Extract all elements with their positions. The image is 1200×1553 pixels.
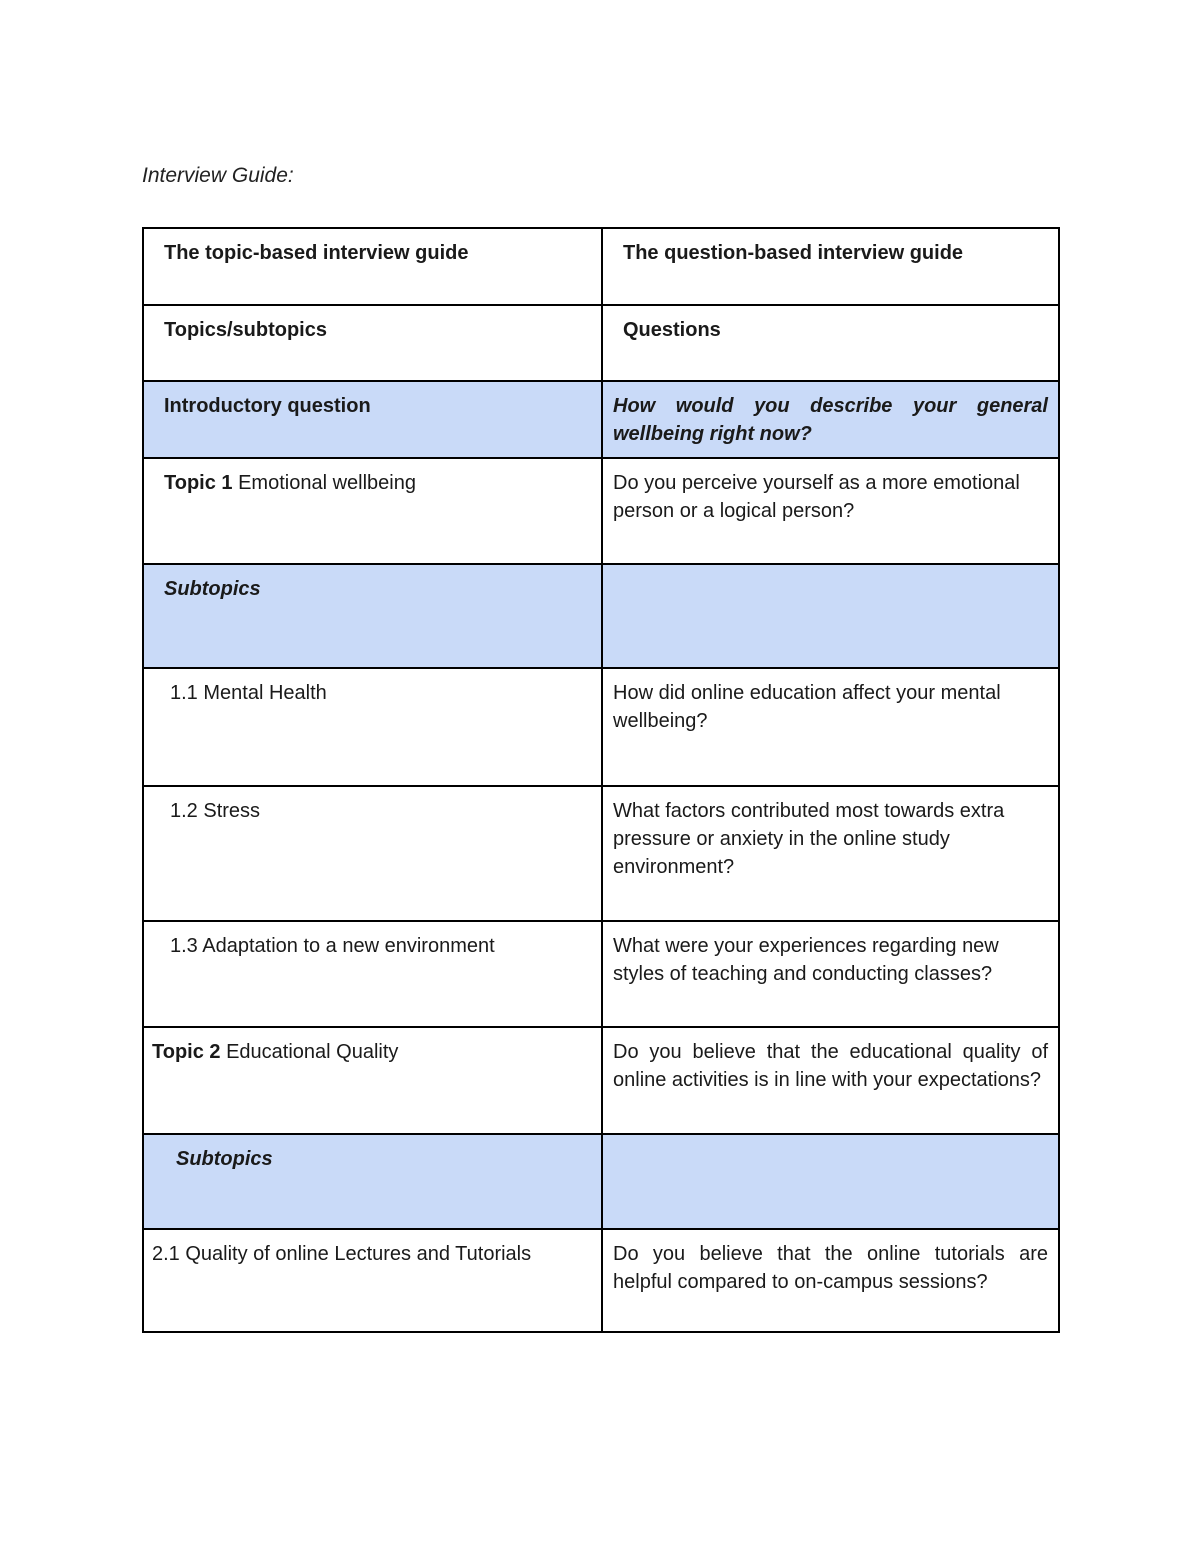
topic1-question: Do you perceive yourself as a more emotional person or a logical person? bbox=[613, 472, 1020, 522]
subtopic-1-1-label-cell bbox=[143, 668, 602, 786]
introductory-question: How would you describe your general wellbeing right now? bbox=[613, 395, 1048, 445]
topic1-subtopics-empty-cell bbox=[602, 564, 1059, 668]
introductory-label-cell bbox=[143, 381, 602, 458]
table-row bbox=[143, 921, 1059, 1027]
table-header-row bbox=[143, 228, 1059, 305]
topic1-subtopics-label-cell bbox=[143, 564, 602, 668]
subtopic-1-1-label: 1.1 Mental Health bbox=[170, 682, 327, 704]
topic1-subtopics-row bbox=[143, 564, 1059, 668]
subtopic-2-1-label-cell bbox=[143, 1229, 602, 1332]
topic2-subtopics-label-cell bbox=[143, 1134, 602, 1229]
topic1-label-cell bbox=[143, 458, 602, 564]
subtopic-2-1-question-cell bbox=[602, 1229, 1059, 1332]
subtopic-2-1-question: Do you believe that the online tutorials are helpful compared to on-campus sessions? bbox=[613, 1243, 1048, 1293]
topic2-label-bold: Topic 2 bbox=[152, 1041, 221, 1063]
interview-guide-table bbox=[142, 227, 1060, 1333]
subheader-cell-questions bbox=[602, 305, 1059, 381]
topic2-label-rest: Educational Quality bbox=[220, 1041, 399, 1063]
topic2-question-cell bbox=[602, 1027, 1059, 1134]
introductory-label: Introductory question bbox=[164, 395, 371, 417]
topic2-subtopics-empty-cell bbox=[602, 1134, 1059, 1229]
subtopic-1-3-label: 1.3 Adaptation to a new environment bbox=[170, 935, 495, 957]
subtopic-1-1-question-cell bbox=[602, 668, 1059, 786]
table-row bbox=[143, 1229, 1059, 1332]
topic2-subtopics-label: Subtopics bbox=[176, 1148, 273, 1170]
header-cell-topic-guide bbox=[143, 228, 602, 305]
topic1-row bbox=[143, 458, 1059, 564]
subtopic-1-3-question-cell bbox=[602, 921, 1059, 1027]
topic2-row bbox=[143, 1027, 1059, 1134]
table-row bbox=[143, 786, 1059, 921]
subtopic-1-3-label-cell bbox=[143, 921, 602, 1027]
topic2-label-cell bbox=[143, 1027, 602, 1134]
table-subheader-row bbox=[143, 305, 1059, 381]
topic1-label-rest: Emotional wellbeing bbox=[232, 472, 416, 494]
header-cell-question-guide bbox=[602, 228, 1059, 305]
subtopic-1-2-label-cell bbox=[143, 786, 602, 921]
introductory-question-cell bbox=[602, 381, 1059, 458]
topic2-subtopics-row bbox=[143, 1134, 1059, 1229]
subtopic-1-3-question: What were your experiences regarding new styles of teaching and conducting classes? bbox=[613, 935, 999, 985]
subtopic-1-1-question: How did online education affect your mental wellbeing? bbox=[613, 682, 1001, 732]
subtopic-1-2-question: What factors contributed most towards extra pressure or anxiety in the online study environment? bbox=[613, 800, 1005, 878]
subheader-label-questions: Questions bbox=[623, 319, 721, 341]
topic1-subtopics-label: Subtopics bbox=[164, 578, 261, 600]
header-label-topic-guide: The topic-based interview guide bbox=[164, 242, 469, 264]
subheader-cell-topics bbox=[143, 305, 602, 381]
page-title: Interview Guide: bbox=[142, 164, 294, 187]
topic1-question-cell bbox=[602, 458, 1059, 564]
topic1-label-bold: Topic 1 bbox=[164, 472, 233, 494]
introductory-row bbox=[143, 381, 1059, 458]
subheader-label-topics: Topics/subtopics bbox=[164, 319, 327, 341]
subtopic-1-2-question-cell bbox=[602, 786, 1059, 921]
subtopic-1-2-label: 1.2 Stress bbox=[170, 800, 261, 822]
subtopic-2-1-label: 2.1 Quality of online Lectures and Tutorials bbox=[152, 1243, 532, 1265]
topic2-question: Do you believe that the educational quality of online activities is in line with your expectations? bbox=[613, 1041, 1048, 1091]
table-row bbox=[143, 668, 1059, 786]
header-label-question-guide: The question-based interview guide bbox=[623, 242, 964, 264]
